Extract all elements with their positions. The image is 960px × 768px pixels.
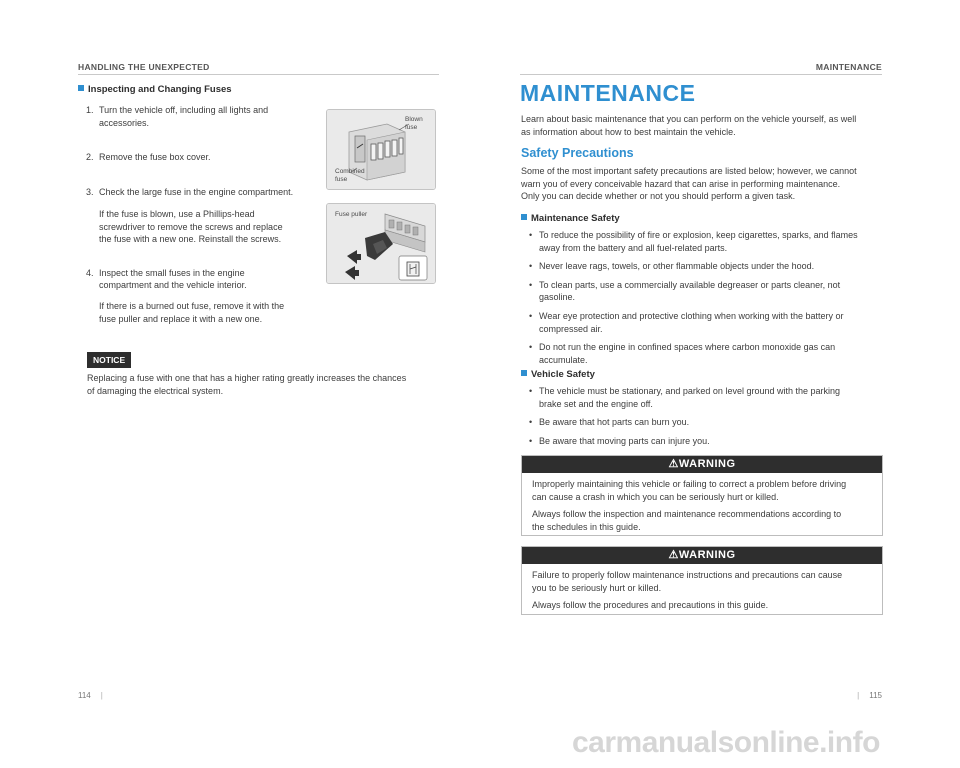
step-line: fuse puller and replace it with a new one. [99,313,263,324]
blown-fuse-label: Blown fuse [405,116,423,131]
warning-paragraph: Improperly maintaining this vehicle or failing to correct a problem before driving can cause a crash in which you can be seriously hurt or killed. [532,479,847,502]
warning-triangle-icon: ⚠ [668,549,679,561]
notice-line: of damaging the electrical system. [87,385,224,396]
right-header-rule [520,74,882,75]
list-item: • To reduce the possibility of fire or explosion, keep cigarettes, sparks, and flames away from the battery and all fuel-related parts. [521,229,883,254]
precautions-line: Only you can decide whether or not you should perform a given task. [521,191,796,202]
step-number: 3. [86,187,94,197]
warning-label: WARNING [678,549,736,561]
warning-paragraph: Always follow the procedures and precautions in this guide. [532,600,769,611]
notice-badge: NOTICE [87,352,131,368]
left-page-number [78,691,103,700]
safety-precautions-heading: Safety Precautions [521,146,634,160]
page-number-114: 114 [78,691,91,700]
left-header-rule [78,74,439,75]
square-bullet-icon [78,85,84,91]
warning-triangle-icon: ⚠ [668,458,679,470]
list-item: • Be aware that hot parts can burn you. [521,416,883,429]
fuse-puller-figure [326,203,436,284]
fuse-steps [86,104,326,325]
maintenance-title: MAINTENANCE [520,80,696,106]
list-item: • The vehicle must be stationary, and parked on level ground with the parking brake set and the engine off. [521,385,883,410]
step-4-detail [86,300,326,325]
step-3 [86,186,326,199]
warning-body [522,564,882,623]
vehicle-safety-heading-text: Vehicle Safety [531,369,595,380]
warning-label: WARNING [678,458,736,470]
list-item: • Wear eye protection and protective clothing when working with the battery or compressed air. [521,310,883,335]
step-line: Turn the vehicle off, including all lights and [99,105,269,115]
maintenance-safety-heading-text: Maintenance Safety [531,213,620,224]
step-line: If the fuse is blown, use a Phillips-head [99,209,255,219]
list-item: • To clean parts, use a commercially available degreaser or parts cleaner, not gasoline. [521,279,883,304]
right-page-header: MAINTENANCE [815,62,882,72]
fuse-puller-label: Fuse puller [335,211,368,218]
warning-bar [522,456,882,473]
step-line: If there is a burned out fuse, remove it with the [99,300,285,311]
step-line: compartment and the vehicle interior. [99,280,247,291]
step-2 [86,151,326,164]
precautions-text [521,165,883,203]
warning-body [522,473,882,544]
maintenance-safety-list [521,229,883,372]
intro-line: Learn about basic maintenance that you can perform on the vehicle yourself, as well [521,114,857,124]
page-number-divider: | [857,691,860,700]
step-line: Inspect the small fuses in the engine [99,267,245,278]
maintenance-safety-heading [521,213,620,224]
fuse-box-figure [326,109,436,190]
step-line: accessories. [99,117,150,128]
fuses-heading-text: Inspecting and Changing Fuses [88,84,232,95]
warning-box-1 [521,455,883,536]
step-number: 2. [86,152,94,162]
square-bullet-icon [521,214,527,220]
intro-line: as information about how to best maintain the vehicle. [521,126,736,137]
warning-paragraph: Failure to properly follow maintenance instructions and precautions can cause you to be seriously hurt or killed. [532,570,843,593]
list-item: • Never leave rags, towels, or other flammable objects under the hood. [521,260,883,273]
list-item: • Be aware that moving parts can injure you. [521,435,883,448]
precautions-line: Some of the most important safety precautions are listed below; however, we cannot [521,166,857,176]
step-4 [86,267,326,292]
vehicle-safety-list [521,385,883,453]
step-line: Remove the fuse box cover. [99,152,211,162]
step-number: 1. [86,105,94,115]
warning-bar [522,547,882,564]
warning-paragraph: Always follow the inspection and maintenance recommendations according to the schedules in this guide. [532,509,842,532]
page-number-115: 115 [869,691,882,700]
square-bullet-icon [521,370,527,376]
intro-text [521,113,883,138]
notice-line: Replacing a fuse with one that has a higher rating greatly increases the chances [87,373,407,383]
fuses-section-heading [78,84,232,95]
combined-fuse-label: Combined fuse [335,168,365,183]
precautions-line: warn you of every conceivable hazard that can arise in performing maintenance. [521,178,841,189]
vehicle-safety-heading [521,369,595,380]
watermark-text: carmanualsonline.info [572,726,880,759]
right-page-number [820,691,882,700]
step-number: 4. [86,267,94,278]
step-3-detail [86,208,326,246]
step-line: the fuse with a new one. Reinstall the screws. [99,234,282,245]
page-number-divider: | [100,691,103,700]
list-item: • Do not run the engine in confined spaces where carbon monoxide gas can accumulate. [521,341,883,366]
step-1 [86,104,326,130]
step-line: screwdriver to remove the screws and replace [99,221,283,232]
step-line: Check the large fuse in the engine compartment. [99,187,294,197]
notice-text [87,372,439,397]
left-page-header: HANDLING THE UNEXPECTED [78,62,210,72]
warning-box-2 [521,546,883,615]
